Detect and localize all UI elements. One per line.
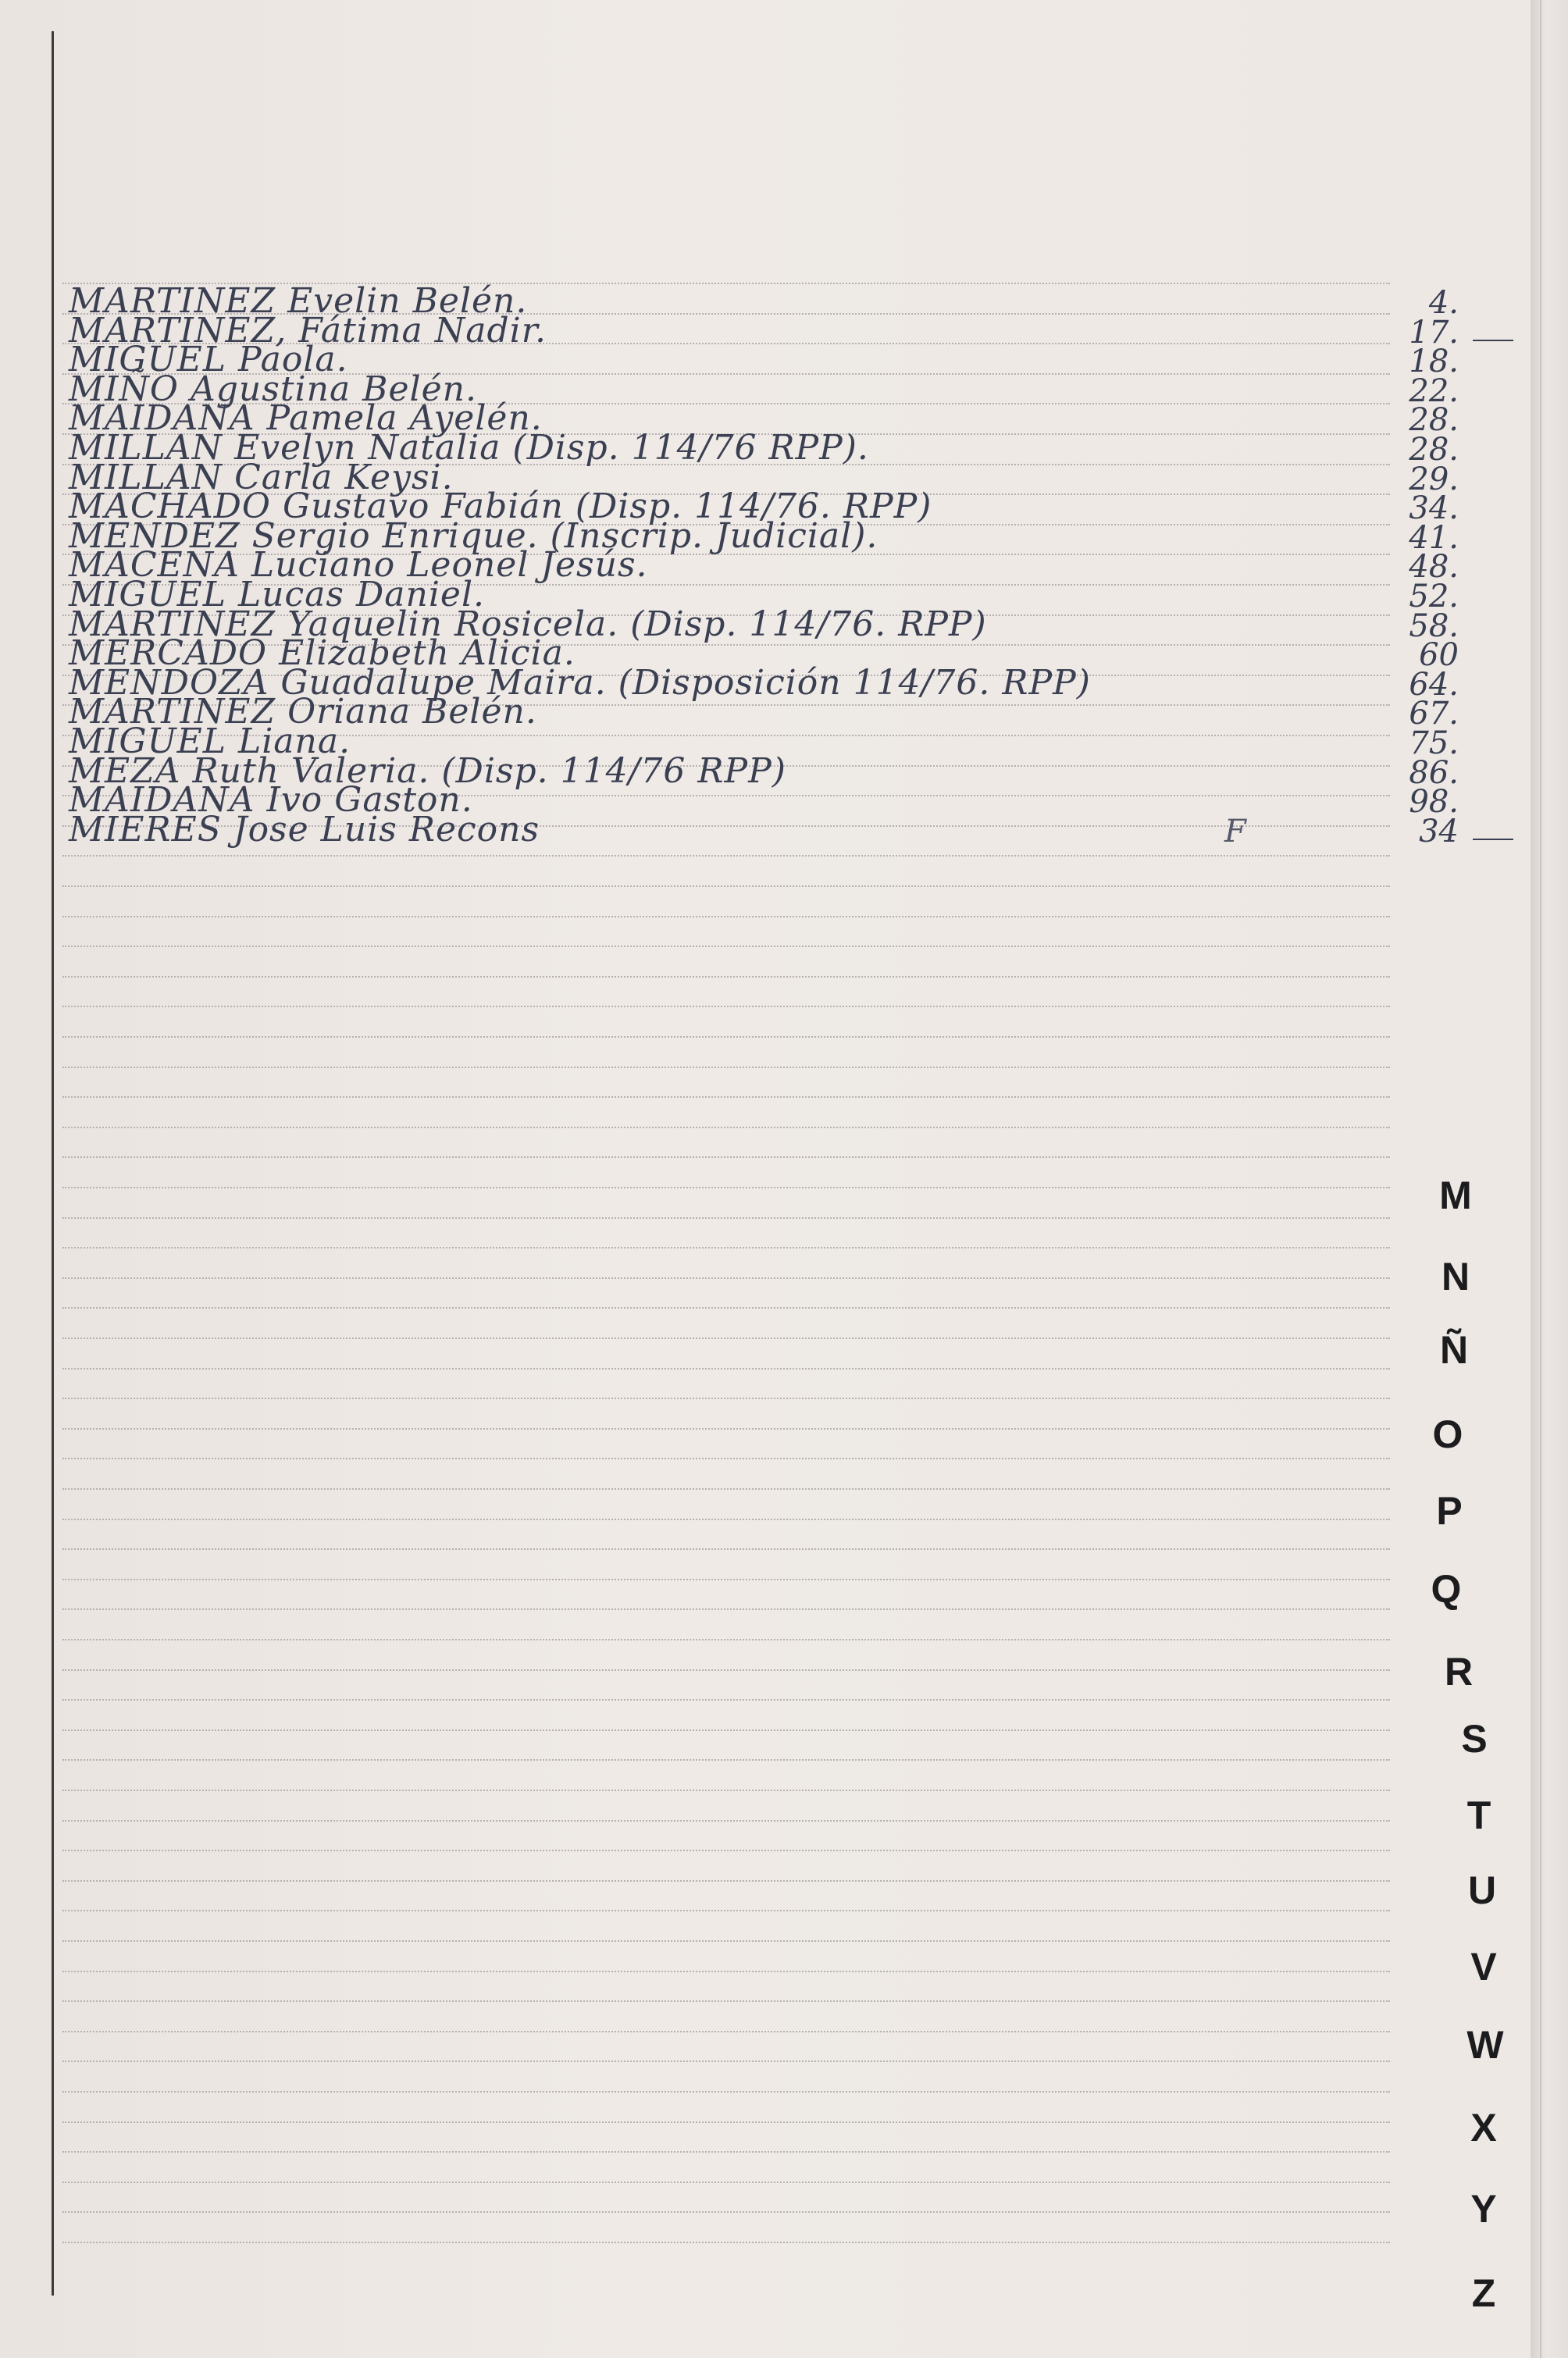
entry-name: MACHADO Gustavo Fabián (Disp. 114/76. RPP) [69,486,932,526]
entry-page-number: 64. [1409,667,1459,703]
tab-letter-q[interactable]: Q [1431,1567,1462,1611]
entry-name: MIÑO Agustina Belén. [69,369,477,409]
entry-page-number: 34. [1409,490,1459,526]
entry-name: MILLAN Carla Keysi. [69,458,454,497]
entry-page-number: 18. [1409,344,1459,379]
entry-page-number: 98. [1409,784,1459,820]
entry-page-number: 52. [1409,579,1459,614]
entry-name: MARTINEZ, Fátima Nadir. [69,311,547,351]
tab-letter-t[interactable]: T [1466,1793,1491,1837]
entry-name: MIGUEL Paola. [69,340,348,379]
tab-letter-r[interactable]: R [1444,1650,1474,1694]
tab-letter-z[interactable]: Z [1471,2271,1496,2315]
entry-name: MENDOZA Guadalupe Maira. (Disposición 114/76. RPP) [69,663,1091,703]
entry-name: MARTINEZ Yaquelin Rosicela. (Disp. 114/76. RPP) [69,604,987,644]
entry-page-number: 34 [1419,814,1459,850]
entry-page-number: 41. [1409,520,1459,556]
entry-mark: F [1224,814,1246,850]
tab-letter-y[interactable]: Y [1470,2187,1497,2231]
entry-name: MEZA Ruth Valeria. (Disp. 114/76 RPP) [69,751,786,791]
entry-page-number: 22. [1409,373,1459,409]
entry-page-number: 4. [1428,285,1459,321]
entry-name: MARTINEZ Oriana Belén. [69,692,537,732]
tab-letter-o[interactable]: O [1432,1412,1463,1456]
entry-page-number: 60 [1419,637,1459,673]
entry-name: MAIDANA Pamela Ayelén. [69,398,543,438]
entry-name: MENDEZ Sergio Enrique. (Inscrip. Judicial). [69,516,878,556]
entry-page-number: 86. [1409,755,1459,791]
entry-name: MIGUEL Liana. [69,721,351,761]
tab-letter-u[interactable]: U [1467,1868,1497,1912]
entry-page-number: 75. [1409,725,1459,761]
entry-name: MIERES Jose Luis Recons [69,810,540,850]
tab-letter-enye[interactable]: Ñ [1439,1328,1469,1372]
entry-page-number: 28. [1409,432,1459,468]
entry-name: MAIDANA Ivo Gaston. [69,780,473,820]
entry-name: MILLAN Evelyn Natalia (Disp. 114/76 RPP). [69,428,869,468]
entry-name: MARTINEZ Evelin Belén. [69,281,528,321]
entry-name: MIGUEL Lucas Daniel. [69,575,486,614]
tab-letter-x[interactable]: X [1470,2106,1497,2150]
tab-letter-v[interactable]: V [1470,1945,1497,1989]
entry-name: MACENA Luciano Leonel Jesús. [69,545,648,585]
entry-page-number: 67. [1409,696,1459,732]
tab-letter-m[interactable]: M [1439,1174,1472,1217]
entry-name: MERCADO Elizabeth Alicia. [69,633,576,673]
tab-letter-w[interactable]: W [1466,2023,1504,2067]
entry-page-number: 48. [1409,549,1459,585]
entry-page-number: 29. [1409,461,1459,497]
tab-letter-n[interactable]: N [1441,1255,1470,1298]
entry-page-number: 28. [1409,402,1459,438]
entry-page-number: 58. [1409,608,1459,644]
entry-page-number: 17. [1409,315,1459,351]
tab-letter-p[interactable]: P [1436,1489,1463,1533]
tab-letter-s[interactable]: S [1461,1717,1488,1761]
